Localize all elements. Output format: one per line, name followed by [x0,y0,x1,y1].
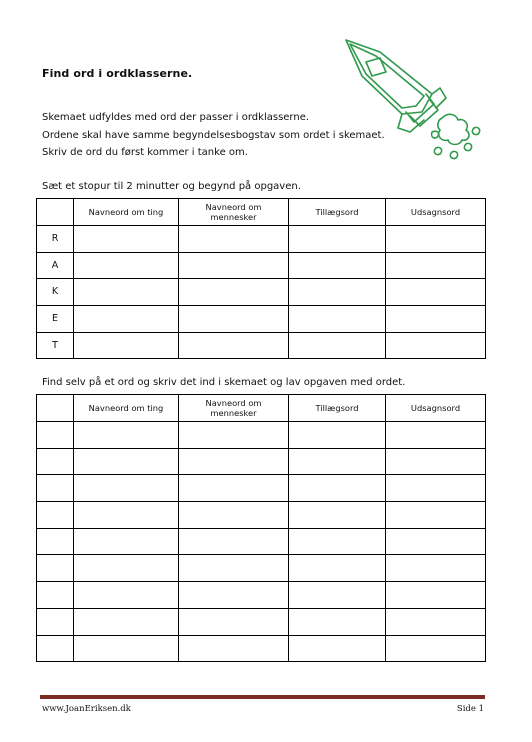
header-cell: Navneord om ting [74,395,179,422]
letter-cell[interactable] [37,582,74,609]
letter-cell[interactable] [37,555,74,582]
answer-cell[interactable] [74,252,179,279]
instruction-1: Sæt et stopur til 2 minutter og begynd på opgaven. [42,181,301,192]
word-table-1 [36,198,486,359]
page-title: Find ord i ordklasserne. [42,67,193,80]
answer-cell[interactable] [74,528,179,555]
header-cell: Udsagnsord [386,395,486,422]
answer-cell[interactable] [289,332,386,359]
answer-cell[interactable] [179,635,289,662]
answer-cell[interactable] [179,279,289,306]
table-row [37,332,486,359]
table-row [37,306,486,333]
table-row [37,608,486,635]
answer-cell[interactable] [289,422,386,449]
intro-line: Skriv de ord du først kommer i tanke om. [42,147,248,158]
instruction-2: Find selv på et ord og skriv det ind i skemaet og lav opgaven med ordet. [42,377,406,388]
table-row [37,555,486,582]
answer-cell[interactable] [74,475,179,502]
letter-cell: A [37,252,74,279]
letter-cell[interactable] [37,608,74,635]
answer-cell[interactable] [179,555,289,582]
table-row [37,475,486,502]
answer-cell[interactable] [179,306,289,333]
header-cell [37,199,74,226]
answer-cell[interactable] [289,502,386,529]
answer-cell[interactable] [386,332,486,359]
footer-page-number: Side 1 [456,704,484,714]
intro-line: Ordene skal have samme begyndelsesbogstav som ordet i skemaet. [42,129,385,141]
table-row [37,582,486,609]
header-cell: Udsagnsord [386,199,486,226]
answer-cell[interactable] [179,252,289,279]
answer-cell[interactable] [74,582,179,609]
answer-cell[interactable] [74,635,179,662]
header-cell: Tillægsord [289,199,386,226]
answer-cell[interactable] [386,306,486,333]
intro-text [42,109,385,162]
footer-divider [40,695,485,699]
answer-cell[interactable] [74,306,179,333]
answer-cell[interactable] [386,635,486,662]
letter-cell: K [37,279,74,306]
letter-cell[interactable] [37,635,74,662]
intro-line: Skemaet udfyldes med ord der passer i ordklasserne. [42,112,310,123]
answer-cell[interactable] [74,502,179,529]
table-header-row [37,199,486,226]
answer-cell[interactable] [179,226,289,253]
answer-cell[interactable] [386,608,486,635]
answer-cell[interactable] [289,608,386,635]
answer-cell[interactable] [179,608,289,635]
answer-cell[interactable] [289,279,386,306]
word-table-2 [36,394,486,662]
answer-cell[interactable] [74,608,179,635]
answer-cell[interactable] [289,635,386,662]
answer-cell[interactable] [289,306,386,333]
answer-cell[interactable] [289,582,386,609]
letter-cell[interactable] [37,502,74,529]
answer-cell[interactable] [289,226,386,253]
answer-cell[interactable] [386,582,486,609]
answer-cell[interactable] [74,448,179,475]
answer-cell[interactable] [289,555,386,582]
table-header-row [37,395,486,422]
answer-cell[interactable] [179,475,289,502]
answer-cell[interactable] [74,422,179,449]
answer-cell[interactable] [74,279,179,306]
answer-cell[interactable] [289,252,386,279]
table-row [37,252,486,279]
header-cell: Navneord om ting [74,199,179,226]
answer-cell[interactable] [179,582,289,609]
letter-cell[interactable] [37,475,74,502]
answer-cell[interactable] [179,332,289,359]
table-row [37,528,486,555]
table-row [37,502,486,529]
answer-cell[interactable] [386,475,486,502]
answer-cell[interactable] [386,448,486,475]
header-cell: Tillægsord [289,395,386,422]
answer-cell[interactable] [289,475,386,502]
answer-cell[interactable] [386,252,486,279]
table-row [37,448,486,475]
footer-website: www.JoanEriksen.dk [42,704,131,714]
header-cell [37,395,74,422]
answer-cell[interactable] [289,528,386,555]
answer-cell[interactable] [74,555,179,582]
letter-cell[interactable] [37,448,74,475]
answer-cell[interactable] [74,226,179,253]
answer-cell[interactable] [386,226,486,253]
letter-cell[interactable] [37,528,74,555]
header-cell: Navneord om mennesker [179,395,289,422]
answer-cell[interactable] [179,422,289,449]
letter-cell: T [37,332,74,359]
table-row [37,279,486,306]
table-row [37,635,486,662]
answer-cell[interactable] [74,332,179,359]
answer-cell[interactable] [386,279,486,306]
letter-cell: R [37,226,74,253]
answer-cell[interactable] [386,528,486,555]
answer-cell[interactable] [386,502,486,529]
answer-cell[interactable] [289,448,386,475]
letter-cell[interactable] [37,422,74,449]
answer-cell[interactable] [179,502,289,529]
answer-cell[interactable] [179,448,289,475]
letter-cell: E [37,306,74,333]
table-row [37,226,486,253]
answer-cell[interactable] [386,555,486,582]
answer-cell[interactable] [386,422,486,449]
header-cell: Navneord om mennesker [179,199,289,226]
answer-cell[interactable] [179,528,289,555]
table-row [37,422,486,449]
